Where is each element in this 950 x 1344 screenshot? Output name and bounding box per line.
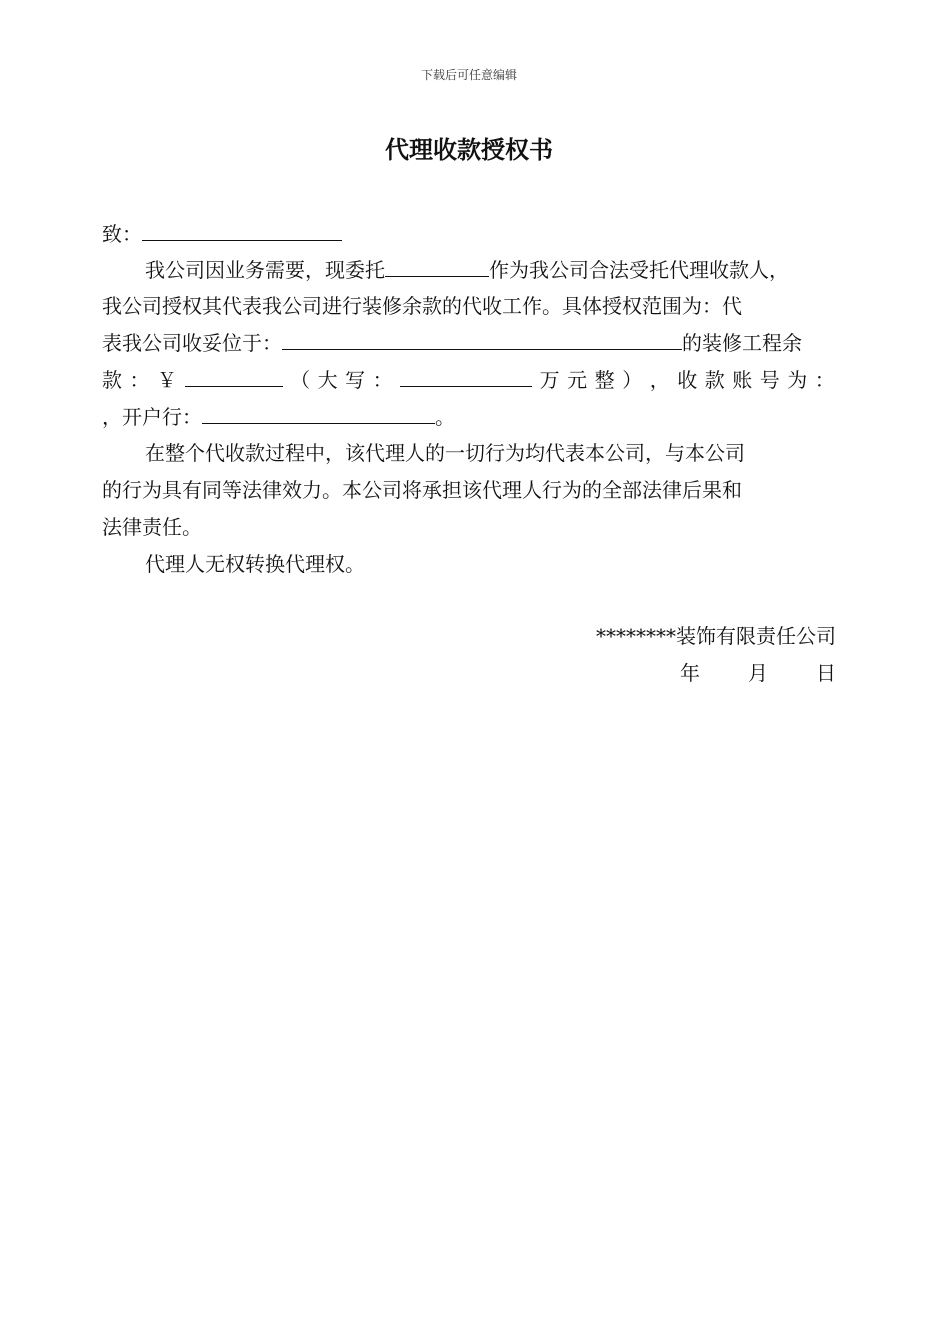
para3: 代理人无权转换代理权。: [145, 552, 365, 576]
para1-line4: [102, 364, 835, 396]
recipient-line: [102, 218, 342, 250]
date-day-label: 日: [816, 661, 836, 685]
signature-company: ********装饰有限责任公司: [596, 624, 836, 648]
property-location-blank[interactable]: [282, 327, 682, 350]
amount-words-blank[interactable]: [400, 364, 532, 387]
agent-name-blank[interactable]: [385, 254, 489, 277]
account-label-char: 万: [539, 368, 560, 392]
date-month-label: 月: [748, 661, 768, 685]
date-year-label: 年: [680, 661, 700, 685]
amount-label-char: 款: [102, 368, 122, 392]
account-label-char: ，: [649, 368, 670, 392]
caps-label-char: （: [290, 368, 311, 392]
account-label-char: 账: [732, 368, 753, 392]
para1-line1: [145, 254, 789, 286]
account-label-char: 为: [787, 368, 808, 392]
caps-label-char: ：: [372, 368, 393, 392]
amount-label-char: ：: [129, 368, 150, 392]
currency-symbol: ￥: [157, 368, 178, 392]
bank-label: ，开户行：: [102, 405, 202, 429]
para1-line5: [102, 401, 455, 433]
para2-line1: 在整个代收款过程中，该代理人的一切行为均代表本公司，与本公司: [145, 441, 745, 465]
para1-line1-text-a: 我公司因业务需要，现委托: [145, 258, 385, 282]
document-title: 代理收款授权书: [385, 136, 553, 164]
account-label-char: 收: [677, 368, 698, 392]
header-note: 下载后可任意编辑: [420, 68, 517, 82]
amount-figures-blank[interactable]: [185, 364, 283, 387]
para1-line3: [102, 327, 802, 359]
account-label-char: 元: [567, 368, 588, 392]
recipient-blank[interactable]: [142, 218, 342, 241]
account-label-char: ）: [622, 368, 643, 392]
signature-date: [680, 657, 836, 689]
para1-line5-end: 。: [435, 405, 455, 429]
para1-line3-text-b: 的装修工程余: [682, 331, 802, 355]
account-label-char: 款: [704, 368, 725, 392]
caps-label-char: 写: [345, 368, 366, 392]
account-label-char: ：: [814, 368, 835, 392]
para1-line3-text-a: 表我公司收妥位于：: [102, 331, 282, 355]
recipient-label: 致：: [102, 222, 142, 246]
account-label-char: 号: [759, 368, 780, 392]
para2-line2: 的行为具有同等法律效力。本公司将承担该代理人行为的全部法律后果和: [102, 478, 742, 502]
para2-line3: 法律责任。: [102, 515, 202, 539]
bank-name-blank[interactable]: [202, 401, 435, 424]
para1-line1-text-b: 作为我公司合法受托代理收款人，: [489, 258, 789, 282]
para1-line2: 我公司授权其代表我公司进行装修余款的代收工作。具体授权范围为：代: [102, 294, 742, 318]
caps-label-char: 大: [317, 368, 338, 392]
account-label-char: 整: [594, 368, 615, 392]
